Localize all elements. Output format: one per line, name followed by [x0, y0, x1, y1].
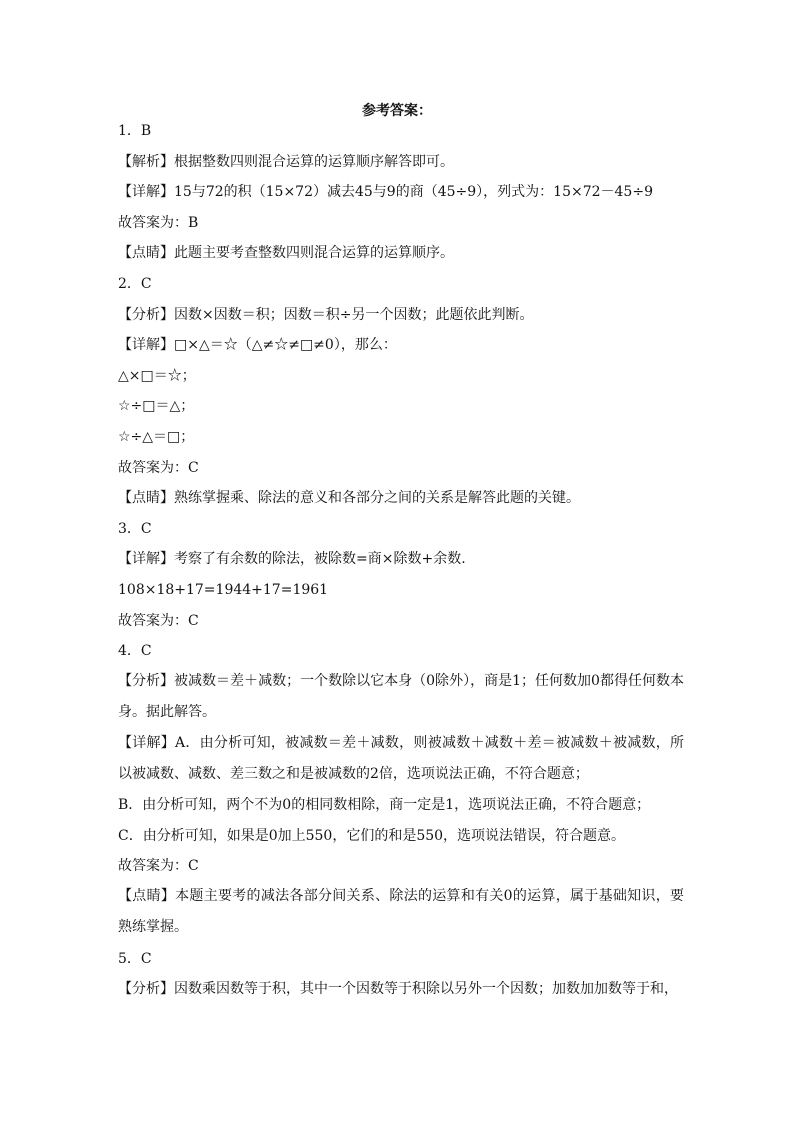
answer-line: 108×18+17=1944+17=1961 — [118, 581, 329, 598]
answer-line: 5．C — [118, 950, 152, 967]
answer-line: 1．B — [118, 123, 152, 139]
answer-line: 2．C — [118, 275, 152, 292]
answer-line: 【详解】15与72的积（15×72）减去45与9的商（45÷9），列式为：15×72－45÷9 — [118, 184, 653, 201]
answer-line: ☆÷△＝□； — [118, 428, 195, 445]
answer-line: 【分析】因数乘因数等于积，其中一个因数等于积除以另外一个因数；加数加加数等于和， — [118, 981, 678, 998]
answer-line: 3．C — [118, 520, 152, 537]
answer-line: 故答案为：C — [118, 459, 199, 476]
answer-line: 【点睛】此题主要考查整数四则混合运算的运算顺序。 — [118, 245, 454, 262]
answer-line: B．由分析可知，两个不为0的相同数相除，商一定是1，选项说法正确，不符合题意； — [118, 797, 651, 814]
answer-line: 【点睛】熟练掌握乘、除法的意义和各部分之间的关系是解答此题的关键。 — [118, 490, 580, 507]
answer-line: 故答案为：C — [118, 858, 199, 875]
answer-line: 故答案为：B — [118, 214, 199, 231]
answer-line: △×□＝☆； — [118, 367, 196, 384]
answer-paragraph: 【点睛】本题主要考的减法各部分间关系、除法的运算和有关0的运算，属于基础知识，要熟练掌握。 — [118, 888, 684, 936]
page-title: 参考答案： — [362, 103, 432, 119]
answer-paragraph: 【详解】A．由分析可知，被减数＝差＋减数，则被减数＋减数＋差＝被减数＋被减数，所以被减数、减数、差三数之和是被减数的2倍，选项说法正确，不符合题意； — [118, 734, 684, 782]
answer-line: 【详解】考察了有余数的除法，被除数=商×除数+余数. — [118, 551, 466, 568]
answer-line: 【分析】因数×因数＝积；因数＝积÷另一个因数；此题依此判断。 — [118, 306, 534, 323]
answer-line: C．由分析可知，如果是0加上550，它们的和是550，选项说法错误，符合题意。 — [118, 827, 626, 844]
answer-line: 4．C — [118, 643, 152, 660]
answer-content — [118, 121, 684, 1010]
answer-line: 【解析】根据整数四则混合运算的运算顺序解答即可。 — [118, 153, 454, 170]
answer-line: 故答案为：C — [118, 612, 199, 629]
answer-line: 【详解】□×△＝☆（△≠☆≠□≠0），那么： — [118, 337, 397, 354]
answer-line: ☆÷□＝△； — [118, 398, 195, 415]
answer-paragraph: 【分析】被减数＝差＋减数；一个数除以它本身（0除外），商是1；任何数加0都得任何数本身。据此解答。 — [118, 673, 684, 721]
